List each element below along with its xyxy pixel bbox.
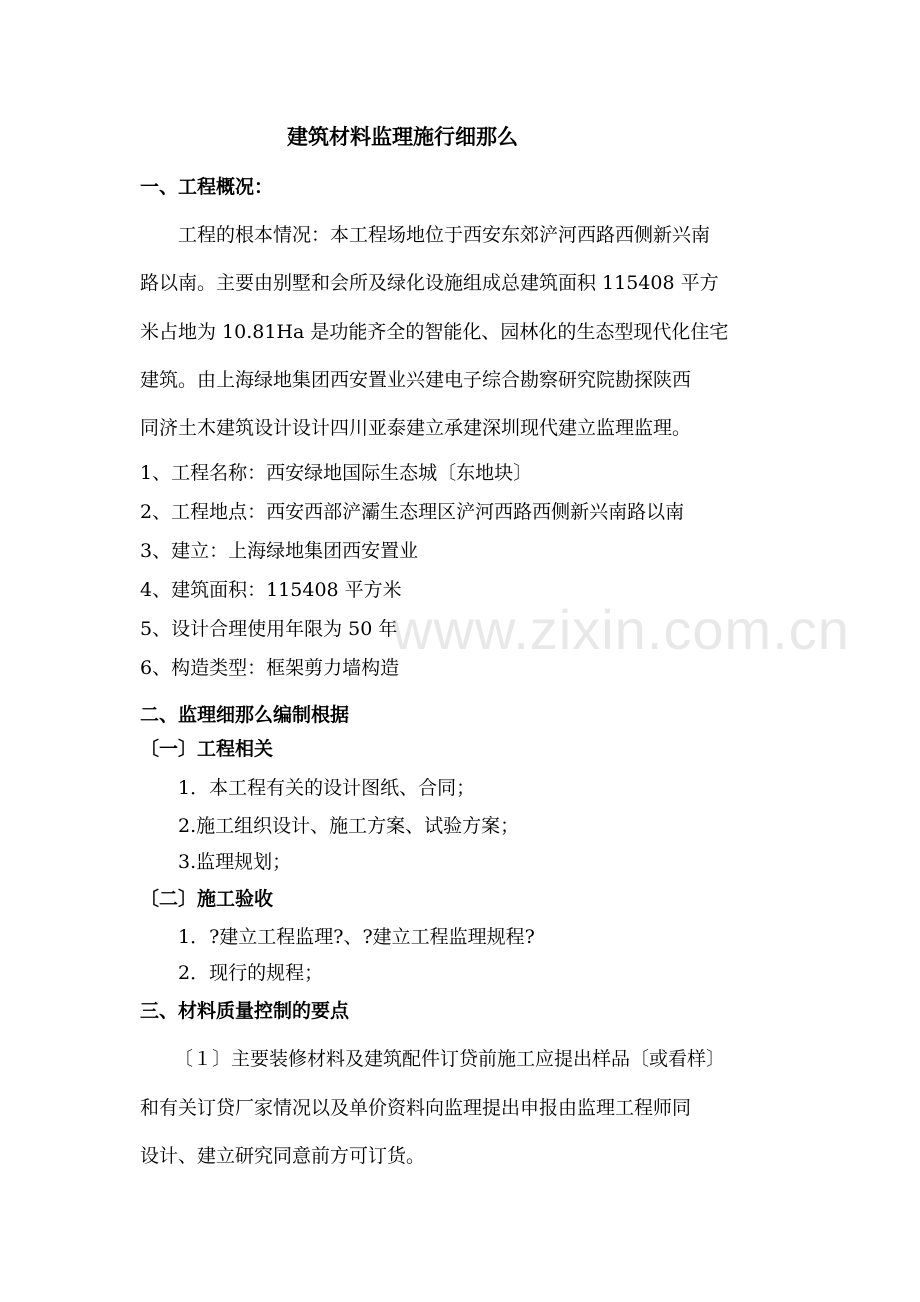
section-1-paragraph-line: 路以南。主要由别墅和会所及绿化设施组成总建筑面积 115408 平方 (140, 272, 719, 294)
project-info-item: 1、工程名称：西安绿地国际生态城〔东地块〕 (140, 462, 533, 484)
section-3-paragraph-line: 和有关订贷厂家情况以及单价资料向监理提出申报由监理工程师同 (140, 1097, 692, 1119)
section-2-heading: 二、监理细那么编制根据 (140, 704, 350, 726)
project-info-item: 2、工程地点：西安西部浐灞生态理区浐河西路西侧新兴南路以南 (140, 501, 685, 523)
project-info-item: 4、建筑面积：115408 平方米 (140, 579, 402, 601)
project-info-item: 3、建立：上海绿地集团西安置业 (140, 540, 419, 562)
section-3-paragraph-line: 〔１〕主要装修材料及建筑配件订贷前施工应提出样品〔或看样〕 (174, 1048, 726, 1070)
list-item: 3.监理规划； (178, 851, 292, 873)
section-1-paragraph-line: 同济土木建筑设计设计四川亚泰建立承建深圳现代建立监理监理。 (140, 417, 692, 439)
list-item: 1．?建立工程监理?、?建立工程监理规程? (178, 926, 535, 948)
section-1-paragraph-line: 米占地为 10.81Ha 是功能齐全的智能化、园林化的生态型现代化住宅 (140, 321, 729, 343)
section-1-paragraph-line: 工程的根本情况：本工程场地位于西安东郊浐河西路西侧新兴南 (178, 224, 711, 246)
section-3-heading: 三、材料质量控制的要点 (140, 1000, 350, 1022)
list-item: 2．现行的规程； (178, 962, 324, 984)
subsection-heading: 〔二〕施工验收 (140, 888, 274, 910)
watermark: www.zixin.com.cn (392, 598, 850, 661)
section-1-paragraph-line: 建筑。由上海绿地集团西安置业兴建电子综合勘察研究院勘探陕西 (140, 369, 692, 391)
project-info-item: 6、构造类型：框架剪力墙构造 (140, 657, 400, 679)
list-item: 1．本工程有关的设计图纸、合同； (178, 777, 476, 799)
section-3-paragraph-line: 设计、建立研究同意前方可订货。 (140, 1145, 426, 1167)
document-title: 建筑材料监理施行细那么 (287, 125, 518, 149)
list-item: 2.施工组织设计、施工方案、试验方案； (178, 815, 520, 837)
project-info-item: 5、设计合理使用年限为 50 年 (140, 618, 398, 640)
section-1-heading: 一、工程概况： (140, 176, 274, 198)
subsection-heading: 〔一〕工程相关 (140, 738, 274, 760)
